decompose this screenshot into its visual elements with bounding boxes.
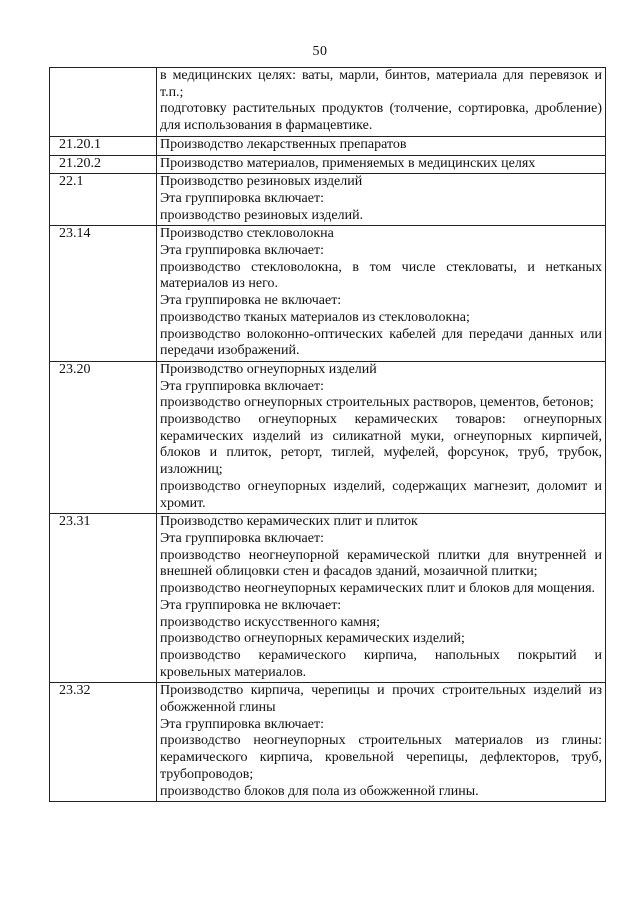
description-line: производство блоков для пола из обожженной глины.	[160, 783, 479, 799]
row-description	[157, 68, 606, 137]
description-line: Эта группировка включает:	[160, 190, 324, 206]
description-line: производство стекловолокна, в том числе стекловаты, и нетканых материалов из него.	[160, 259, 602, 292]
row-code: 23.20	[50, 361, 157, 513]
description-line: производство тканых материалов из стекловолокна;	[160, 309, 470, 325]
row-code: 23.31	[50, 514, 157, 683]
row-code: 22.1	[50, 174, 157, 226]
description-line: Эта группировка включает:	[160, 378, 324, 394]
row-description	[157, 683, 606, 802]
table-row	[50, 361, 606, 513]
table-row	[50, 514, 606, 683]
table-row	[50, 68, 606, 137]
description-line: производство огнеупорных строительных растворов, цементов, бетонов;	[160, 395, 594, 411]
row-description	[157, 361, 606, 513]
description-line: Производство керамических плит и плиток	[160, 514, 418, 530]
row-description	[157, 155, 606, 174]
description-line: Производство материалов, применяемых в медицинских целях	[160, 155, 536, 171]
description-line: Эта группировка включает:	[160, 530, 324, 546]
row-description	[157, 226, 606, 362]
row-code: 23.32	[50, 683, 157, 802]
table-row	[50, 136, 606, 155]
description-line: производство искусственного камня;	[160, 614, 381, 630]
row-description	[157, 136, 606, 155]
description-line: Эта группировка не включает:	[160, 597, 342, 613]
table-row	[50, 683, 606, 802]
row-description	[157, 174, 606, 226]
description-line: производство неогнеупорных керамических плит и блоков для мощения.	[160, 581, 596, 597]
description-line: Производство стекловолокна	[160, 226, 334, 242]
description-line: производство керамического кирпича, напольных покрытий и кровельных материалов.	[160, 647, 602, 680]
description-line: Производство резиновых изделий	[160, 174, 363, 190]
description-line: Производство лекарственных препаратов	[160, 136, 407, 152]
table-row	[50, 174, 606, 226]
description-line: Эта группировка не включает:	[160, 293, 342, 309]
description-line: производство огнеупорных керамических товаров: огнеупорных керамических изделий из силикатной муки, огнеупорных кирпичей, блоков и плиток, реторт, тиглей, муфелей, форсунок, труб, трубок, изложниц;	[160, 412, 602, 478]
description-line: Производство огнеупорных изделий	[160, 361, 377, 377]
description-line: подготовку растительных продуктов (толчение, сортировка, дробление) для использования в фармацевтике.	[160, 101, 602, 134]
description-line: Эта группировка включает:	[160, 716, 324, 732]
description-line: производство волоконно-оптических кабелей для передачи данных или передачи изображений.	[160, 326, 602, 359]
page-number: 50	[312, 44, 328, 59]
description-line: Эта группировка включает:	[160, 243, 324, 259]
row-description	[157, 514, 606, 683]
description-line: производство неогнеупорной керамической плитки для внутренней и внешней облицовки стен и фасадов зданий, мозаичной плитки;	[160, 547, 602, 580]
description-line: производство огнеупорных изделий, содержащих магнезит, доломит и хромит.	[160, 478, 602, 511]
classification-table	[49, 67, 606, 802]
table-row	[50, 226, 606, 362]
table-row	[50, 155, 606, 174]
description-line: производство огнеупорных керамических изделий;	[160, 631, 465, 647]
description-line: производство резиновых изделий.	[160, 207, 364, 223]
row-code: 23.14	[50, 226, 157, 362]
row-code: 21.20.1	[50, 136, 157, 155]
row-code: 21.20.2	[50, 155, 157, 174]
description-line: Производство кирпича, черепицы и прочих строительных изделий из обожженной глины	[160, 683, 602, 716]
description-line: производство неогнеупорных строительных материалов из глины: керамического кирпича, кровельной черепицы, дефлекторов, труб, трубопроводов;	[160, 733, 602, 782]
row-code	[50, 68, 157, 137]
description-line: в медицинских целях: ваты, марли, бинтов, материала для перевязок и т.п.;	[160, 68, 602, 100]
classification-table-body	[50, 68, 606, 802]
